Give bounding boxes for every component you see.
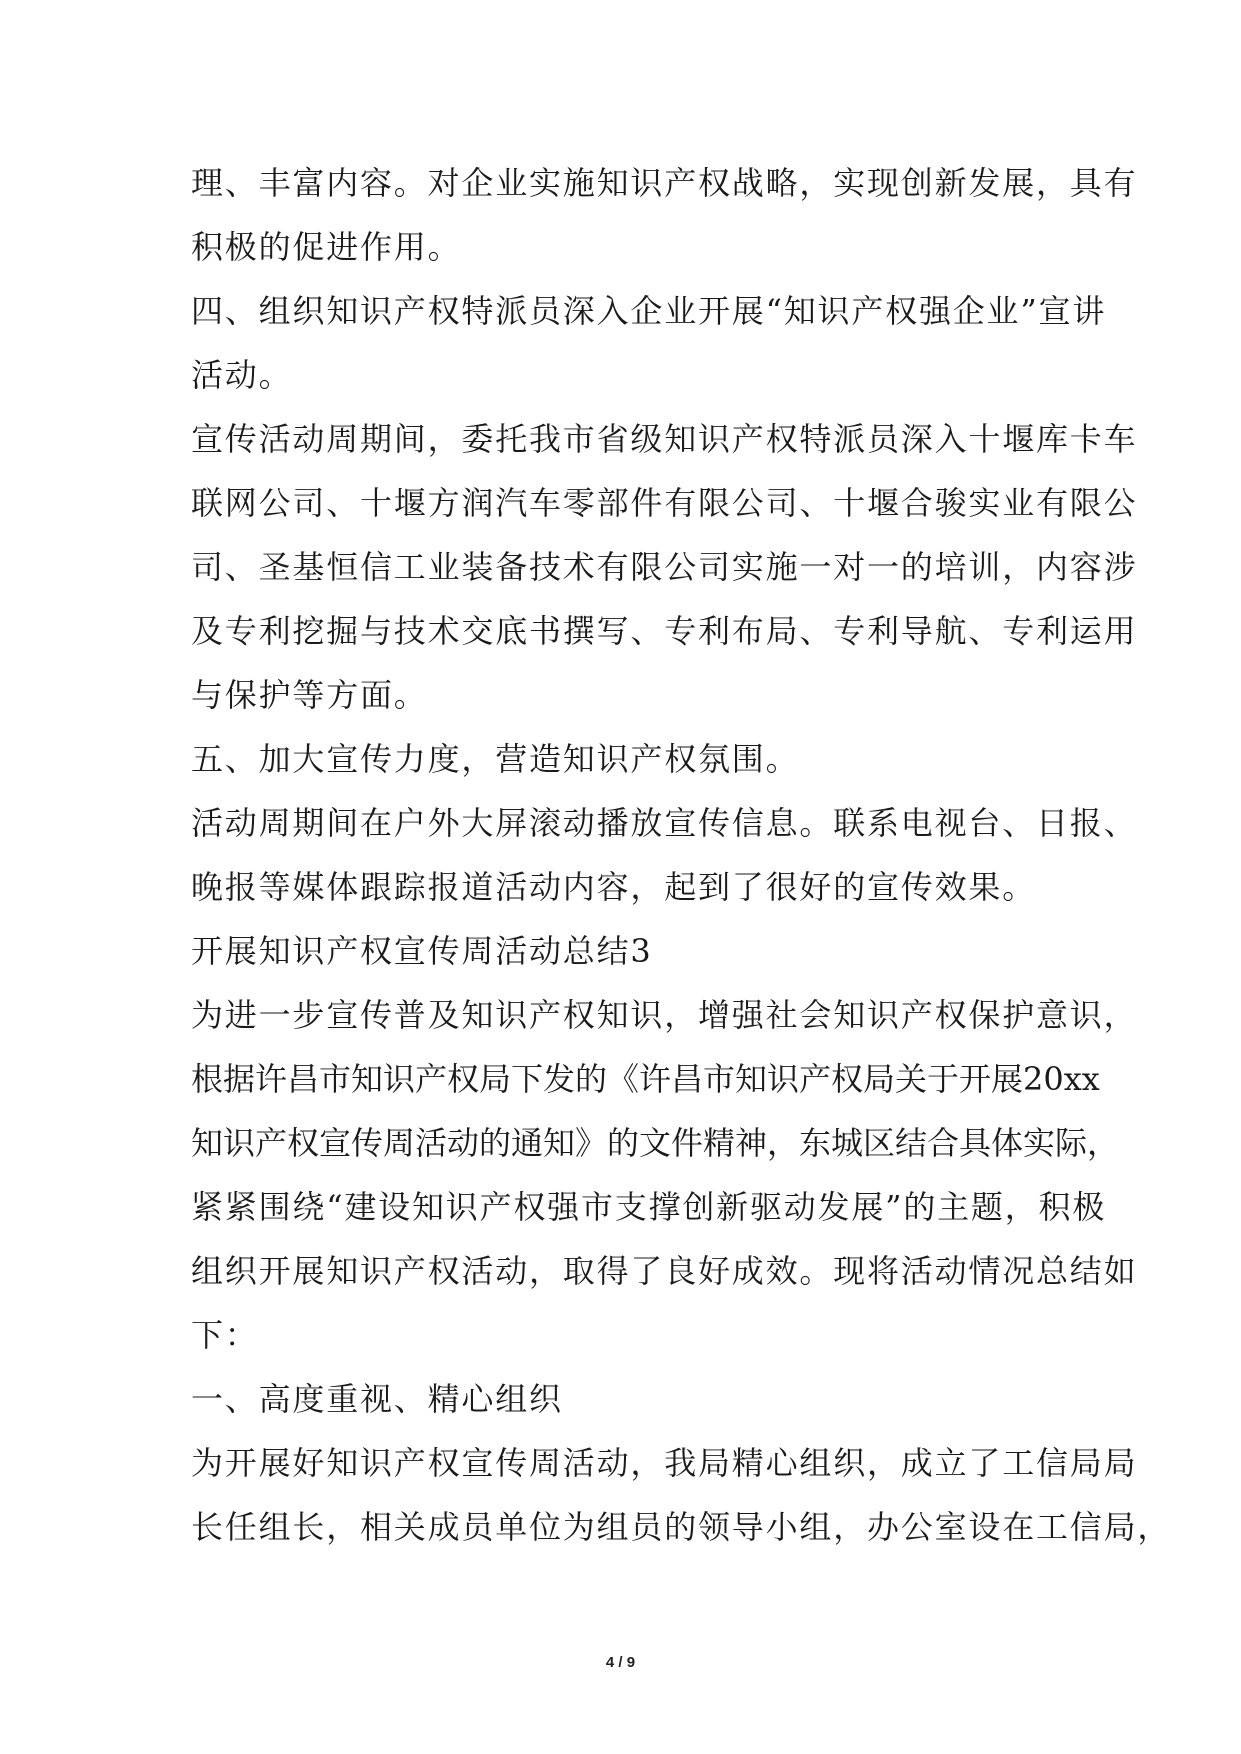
text-line: 司、圣基恒信工业装备技术有限公司实施一对一的培训，内容涉 — [191, 548, 1138, 586]
text-line: 下： — [191, 1316, 259, 1354]
text-line: 晚报等媒体跟踪报道活动内容，起到了很好的宣传效果。 — [191, 868, 1037, 906]
text-line: 紧紧围绕“建设知识产权强市支撑创新驱动发展”的主题，积极 — [191, 1188, 1107, 1226]
text-line: 活动。 — [191, 356, 293, 394]
text-line: 长任组长，相关成员单位为组员的领导小组，办公室设在工信局， — [191, 1508, 1172, 1546]
text-line: 联网公司、十堰方润汽车零部件有限公司、十堰合骏实业有限公 — [191, 484, 1138, 522]
text-line: 及专利挖掘与技术交底书撰写、专利布局、专利导航、专利运用 — [191, 612, 1138, 650]
text-line: 根据许昌市知识产权局下发的《许昌市知识产权局关于开展20xx — [191, 1060, 1100, 1098]
section-heading: 四、组织知识产权特派员深入企业开展“知识产权强企业”宣讲 — [191, 292, 1107, 330]
article-title: 开展知识产权宣传周活动总结3 — [191, 932, 653, 970]
document-body — [191, 151, 1172, 1559]
section-heading: 五、加大宣传力度，营造知识产权氛围。 — [191, 740, 800, 778]
text-line: 活动周期间在户外大屏滚动播放宣传信息。联系电视台、日报、 — [191, 804, 1138, 842]
text-line: 为开展好知识产权宣传周活动，我局精心组织，成立了工信局局 — [191, 1444, 1138, 1482]
text-line: 为进一步宣传普及知识产权知识，增强社会知识产权保护意识， — [191, 996, 1138, 1034]
text-line: 知识产权宣传周活动的通知》的文件精神，东城区结合具体实际， — [191, 1124, 1120, 1162]
text-line: 组织开展知识产权活动，取得了良好成效。现将活动情况总结如 — [191, 1252, 1138, 1290]
page-number: 4 / 9 — [605, 1654, 636, 1671]
text-line: 积极的促进作用。 — [191, 228, 462, 266]
section-heading: 一、高度重视、精心组织 — [191, 1380, 563, 1418]
text-line: 理、丰富内容。对企业实施知识产权战略，实现创新发展，具有 — [191, 164, 1138, 202]
text-line: 与保护等方面。 — [191, 676, 428, 714]
text-line: 宣传活动周期间，委托我市省级知识产权特派员深入十堰库卡车 — [191, 420, 1138, 458]
